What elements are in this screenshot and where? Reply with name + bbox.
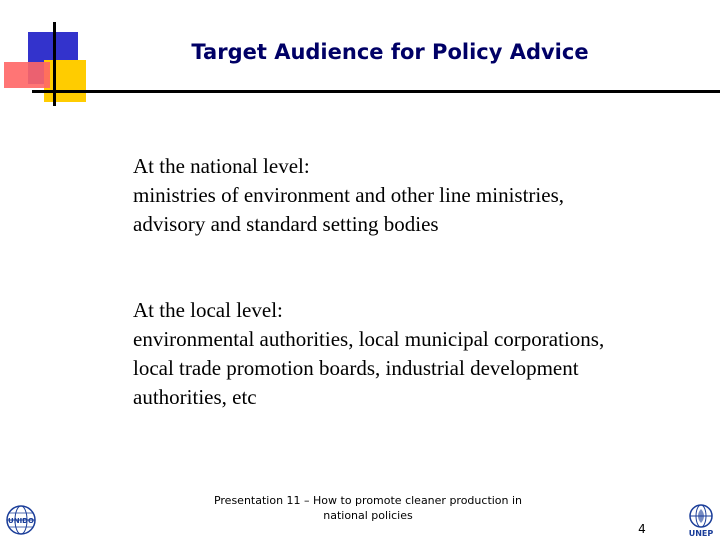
- page-number: 4: [638, 522, 646, 536]
- national-level-heading: At the national level:: [133, 154, 310, 178]
- decor-red-square: [4, 62, 50, 88]
- footer-line: Presentation 11 – How to promote cleaner production in: [213, 494, 523, 507]
- slide-title: Target Audience for Policy Advice: [191, 40, 589, 64]
- unido-logo-text: UNIDO: [8, 517, 34, 525]
- local-level-line: local trade promotion boards, industrial development: [133, 356, 579, 380]
- decor-horizontal-line: [32, 90, 720, 93]
- unido-emblem-icon: [4, 504, 38, 536]
- national-level-paragraph: [133, 152, 693, 239]
- national-level-line: advisory and standard setting bodies: [133, 212, 439, 236]
- footer-line: national policies: [323, 509, 413, 522]
- local-level-paragraph: [133, 296, 693, 412]
- unep-logo-text: UNEP: [688, 529, 714, 538]
- slide-footer: [208, 493, 528, 523]
- unido-logo-icon: [4, 504, 38, 536]
- local-level-line: environmental authorities, local municipal corporations,: [133, 327, 605, 351]
- local-level-heading: At the local level:: [133, 298, 283, 322]
- national-level-line: ministries of environment and other line ministries,: [133, 183, 565, 207]
- decor-vertical-line: [53, 22, 56, 106]
- decor-yellow-square: [44, 60, 86, 102]
- local-level-line: authorities, etc: [133, 385, 257, 409]
- unep-logo-icon: [684, 504, 718, 538]
- unep-emblem-icon: [684, 504, 718, 530]
